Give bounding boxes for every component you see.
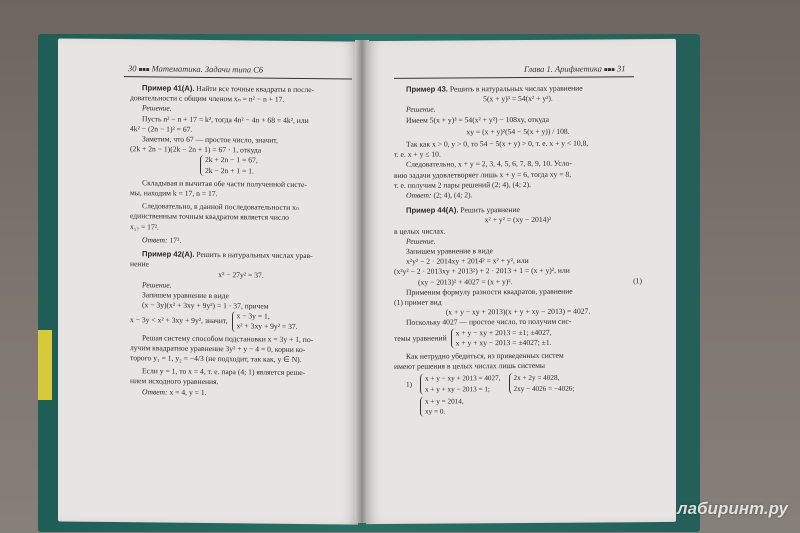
text-line: Применим формулу разности квадратов, уравнение: [406, 286, 573, 297]
cover-yellow-stripe: [38, 330, 52, 400]
text-line: нием исходного уравнения.: [130, 376, 219, 387]
text-line: торого y₁ = 1, y₂ = −4/3 (не подходит, так как, y ∈ N).: [130, 353, 302, 365]
text-line: мы, находим k = 17, n = 17.: [130, 188, 218, 199]
answer-value: x = 4, y = 1.: [169, 387, 207, 397]
system-line: x + y − xy + 2013 = ±1; ±4027,: [455, 327, 552, 338]
text-line: Заметим, что 67 — простое число, значит,: [142, 134, 278, 145]
fraction-formula: xy = (x + y)²(54 − 5(x + y)) / 108.: [466, 126, 570, 137]
text-line: 4k² − (2n − 1)² = 67.: [130, 123, 193, 134]
right-running-head: [524, 63, 625, 74]
text-line: Следовательно, x + y = 2, 3, 4, 5, 6, 7, 8, 9, 10. Усло-: [406, 159, 572, 170]
text-line: Запишем уравнение в виде: [406, 246, 493, 256]
example-42-statement: Решить в натуральных числах урав-: [196, 249, 313, 261]
system-line: x + y + xy − 2013 = ±4027; ±1.: [455, 337, 552, 348]
system-line: 2xy − 4026 = −4026;: [513, 384, 575, 393]
page-number: 30: [128, 63, 137, 74]
text-line: (x²y² − 2 · 2013xy + 2013²) + 2 · 2013 + 1 = (x + y)², или: [394, 266, 570, 277]
system-line: x − 3y = 1,: [236, 311, 270, 321]
answer-value: (2; 4), (4; 2).: [433, 190, 473, 200]
left-page: [58, 38, 358, 524]
system-line: x² + 3xy + 9y² = 37.: [236, 321, 298, 332]
equation: x² − 27y² = 37.: [218, 270, 264, 281]
text-line: единственным точным квадратом является число: [130, 211, 289, 223]
case-number: 1): [406, 380, 412, 389]
running-title: Математика. Задачи типа С6: [151, 63, 264, 75]
solution-label: Решение.: [406, 236, 436, 246]
example-43-statement: Решить в натуральных числах уравнение: [449, 83, 583, 94]
equation: 5(x + y)³ = 54(x² + y²).: [483, 93, 553, 104]
system-line: 2x + 2y = 4028,: [513, 374, 560, 383]
left-running-head: [128, 63, 263, 74]
page-number: 31: [616, 63, 626, 74]
answer-label: Ответ:: [406, 190, 432, 200]
solution-label: Решение.: [406, 105, 436, 115]
text-line: (x − 3y)(x² + 3xy + 9y²) = 1 · 37, причем: [142, 300, 269, 311]
solution-label: Решение.: [142, 279, 172, 290]
text-line: (1) примет вид: [394, 297, 442, 307]
answer-value: 17².: [169, 235, 182, 245]
equation: x² + y² = (xy − 2014)²: [484, 215, 552, 225]
text-line: x − 3y < x² + 3xy + 9y², значит,: [130, 315, 228, 326]
text-line: (x + y − xy + 2013)(x + y + xy − 2013) = 4027.: [445, 306, 591, 317]
right-page: [366, 39, 676, 524]
example-44-label: Пример 44(А).: [406, 205, 459, 216]
text-line: (2k + 2n − 1)(2k − 2n + 1) = 67 · 1, откуда: [130, 144, 262, 155]
text-line: x²y² − 2 · 2014xy + 2014² = x² + y², или: [406, 256, 529, 267]
header-rule: [394, 76, 634, 79]
solution-label: Решение.: [142, 103, 172, 114]
text-line: (xy − 2013)² + 4027 = (x + y)².: [418, 276, 513, 287]
text-line: т. е. получим 2 пары решений (2; 4), (4; 2).: [394, 179, 532, 190]
system-line: x + y − xy + 2013 = 4027,: [425, 374, 501, 384]
left-content: [130, 83, 352, 399]
example-41-statement: Найти все точные квадраты в после-: [196, 83, 315, 95]
case-1-result: [394, 395, 642, 417]
header-marker: ■■■: [138, 67, 150, 74]
system-line: x + y = 2014,: [425, 397, 464, 406]
example-42-label: Пример 42(А).: [142, 249, 195, 259]
system-line: x + y + xy − 2013 = 1;: [425, 384, 490, 394]
text-line: темы уравнений: [394, 333, 447, 343]
watermark-logo: лабиринт.ру: [677, 499, 788, 518]
example-43-label: Пример 43.: [406, 84, 448, 94]
text-line: Как нетрудно убедиться, из приведенных систем: [406, 350, 564, 361]
answer-label: Ответ:: [142, 235, 168, 245]
right-content: [394, 83, 642, 417]
equation-number: (1): [633, 275, 642, 285]
example-41-label: Пример 41(А).: [142, 83, 195, 93]
text-line: Имеем 5(x + y)³ = 54(x² + y²) − 108xy, откуда: [406, 114, 550, 125]
text-line: Запишем уравнение в виде: [142, 290, 229, 301]
system-line: xy = 0.: [425, 407, 446, 416]
header-rule: [124, 76, 352, 79]
text-line: Решая систему способом подстановки x = 3y + 1, по-: [142, 332, 314, 344]
header-marker: ■■■: [603, 67, 615, 74]
chapter-title: Глава 1. Арифметика: [524, 63, 602, 74]
text-line: лучим квадратное уравнение 3y² + y − 4 = 0, корни ко-: [130, 343, 306, 354]
text-line: Если y = 1, то x = 4, т. е. пара (4; 1) является реше-: [142, 366, 306, 378]
text-line: Поскольку 4027 — простое число, то получим сис-: [406, 317, 572, 328]
example-41-statement-cont: довательности с общим членом xₙ = n² − n + 17.: [130, 93, 285, 105]
system-44-row: [394, 327, 642, 349]
case-1-row: [394, 373, 642, 395]
system-line: 2k − 2n + 1 = 1.: [205, 165, 254, 176]
system-line: 2k + 2n − 1 = 67,: [205, 155, 258, 165]
text-line: Пусть n² − n + 17 = k², тогда 4n² − 4n + 68 = 4k², или: [142, 113, 309, 125]
text-line: Так как x > 0, y > 0, то 54 − 5(x + y) > 0, т. е. x + y < 10,8,: [406, 138, 589, 149]
text-line: имеют решения в целых числах лишь системы: [394, 361, 546, 372]
example-44-statement-cont: в целых числах.: [394, 226, 446, 236]
system-42-row: [130, 310, 352, 333]
text-line: x₁₇ = 17².: [130, 221, 159, 232]
text-line: вию задачи удовлетворяет лишь x + y = 6, тогда xy = 8,: [394, 169, 572, 180]
text-line: Следовательно, в данной последовательности xₙ: [142, 201, 299, 213]
system-41: [130, 155, 352, 178]
text-line: т. е. x + y ≤ 10.: [394, 149, 441, 160]
example-42-statement-cont: нение: [130, 259, 149, 269]
text-line: Складывая и вычитая обе части полученной систе-: [142, 178, 307, 189]
example-44-statement: Решить уравнение: [460, 205, 520, 215]
answer-label: Ответ:: [142, 386, 168, 397]
